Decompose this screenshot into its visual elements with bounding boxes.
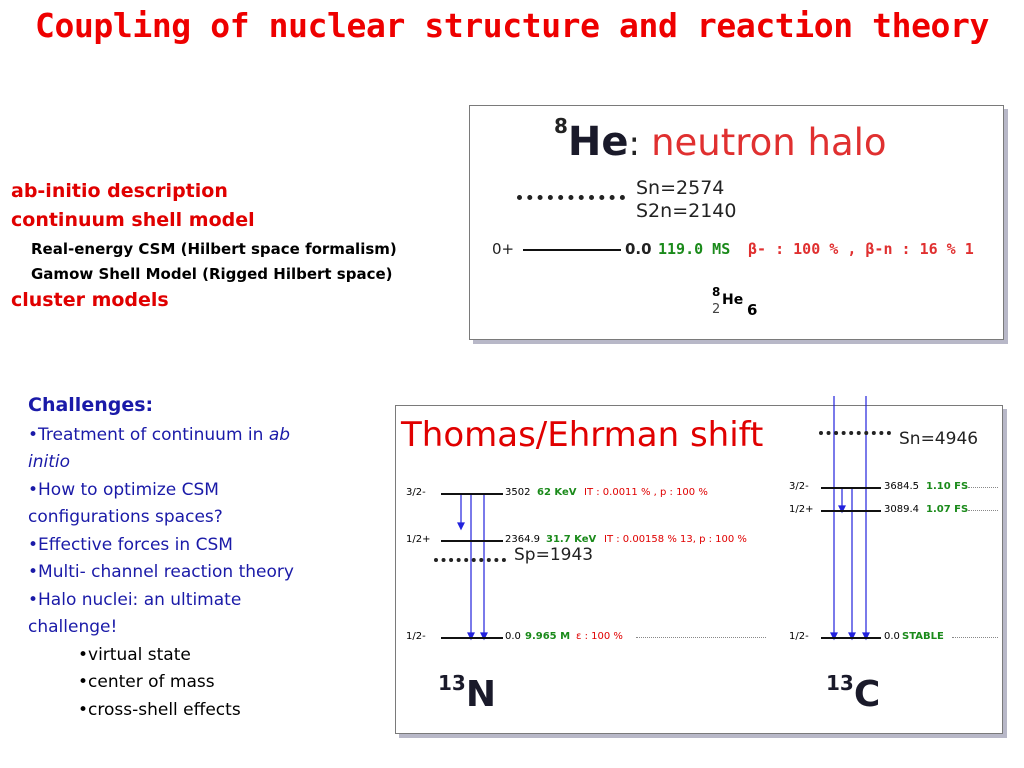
- c13-level-1-jp: 3/2-: [789, 481, 809, 492]
- n13-level-3-line: [441, 637, 503, 639]
- n13-level-1-energy: 3502: [505, 487, 531, 498]
- method-real-energy-csm: Real-energy CSM (Hilbert space formalism): [31, 240, 397, 258]
- c13-level-3-width: STABLE: [902, 631, 944, 642]
- n13-level-3-decay: ε : 100 %: [576, 631, 623, 642]
- thomas-ehrman-heading: Thomas/Ehrman shift: [401, 415, 764, 455]
- n13-level-3-width: 9.965 M: [525, 631, 571, 642]
- he8-heading: [554, 114, 887, 165]
- c13-level-2-jp: 1/2+: [789, 504, 814, 515]
- challenge-effective-forces: •Effective forces in CSM: [28, 535, 233, 555]
- c13-level-3-dots: [952, 637, 998, 638]
- he8-nuclide-n: 6: [747, 301, 758, 319]
- n13-level-3-dots: [636, 637, 766, 638]
- n13-level-3-jp: 1/2-: [406, 631, 426, 642]
- c13-level-2-dots: [968, 510, 998, 511]
- c13-level-3-jp: 1/2-: [789, 631, 809, 642]
- he8-level-jp: 0+: [492, 240, 515, 258]
- he8-caption: neutron halo: [651, 121, 887, 164]
- n13-level-2-decay: IT : 0.00158 % 13, p : 100 %: [604, 534, 747, 545]
- he8-colon: :: [628, 124, 640, 164]
- c13-level-3-line: [821, 637, 881, 639]
- mirror-nuclei-panel: [395, 405, 1003, 734]
- n13-level-1-decay: IT : 0.0011 % , p : 100 %: [584, 487, 708, 498]
- he8-halflife: 119.0 MS: [658, 240, 731, 258]
- n13-level-2-width: 31.7 KeV: [546, 534, 597, 545]
- he8-nuclide-z: 2: [712, 302, 721, 317]
- c13-mass: 13: [826, 671, 854, 695]
- n13-level-1-line: [441, 493, 503, 495]
- he8-threshold-line: [517, 195, 625, 200]
- c13-symbol: C: [853, 674, 881, 715]
- he8-level-energy: 0.0: [625, 240, 652, 258]
- he8-mass-number: 8: [554, 114, 568, 138]
- he8-symbol: He: [567, 119, 629, 165]
- c13-level-2-line: [821, 510, 881, 512]
- he8-ground-level-line: [523, 249, 621, 251]
- n13-level-3-energy: 0.0: [505, 631, 521, 642]
- challenge-csm-optimize: •How to optimize CSM: [28, 480, 219, 500]
- n13-sp-threshold: [434, 558, 506, 562]
- c13-level-2-energy: 3089.4: [884, 504, 919, 515]
- c13-sn-threshold: [819, 431, 891, 435]
- n13-level-1-width: 62 KeV: [537, 487, 577, 498]
- n13-arrowhead-1: [458, 523, 464, 529]
- he8-decay: β- : 100 % , β-n : 16 % 1: [748, 240, 974, 258]
- challenge-csm-optimize-cont: configurations spaces?: [28, 507, 223, 527]
- he8-s2n-label: S2n=2140: [636, 200, 737, 222]
- he8-nuclide-symbol: He: [722, 292, 744, 308]
- c13-level-1-dots: [968, 487, 998, 488]
- c13-sn-label: Sn=4946: [899, 429, 979, 449]
- slide-title: Coupling of nuclear structure and reaction theory: [35, 6, 989, 45]
- challenge-halo: •Halo nuclei: an ultimate: [28, 590, 242, 610]
- n13-level-2-energy: 2364.9: [505, 534, 540, 545]
- n13-symbol: N: [465, 674, 496, 715]
- n13-level-1-jp: 3/2-: [406, 487, 426, 498]
- c13-level-2-width: 1.07 FS: [926, 504, 969, 515]
- challenge-cross-shell: •cross-shell effects: [78, 700, 241, 720]
- method-ab-initio: ab-initio description: [11, 180, 228, 202]
- c13-level-1-line: [821, 487, 881, 489]
- he8-nuclide-notation: [712, 285, 762, 321]
- he8-level-panel: [469, 105, 1004, 340]
- challenge-continuum-italic: ab: [268, 425, 291, 445]
- n13-mass: 13: [438, 671, 466, 695]
- c13-level-3-energy: 0.0: [884, 631, 900, 642]
- challenges-heading: Challenges:: [28, 394, 154, 416]
- challenge-continuum-text: •Treatment of continuum in: [28, 425, 269, 445]
- challenge-continuum: [28, 425, 290, 445]
- method-gamow-shell-model: Gamow Shell Model (Rigged Hilbert space): [31, 265, 393, 283]
- challenge-center-of-mass: •center of mass: [78, 672, 215, 692]
- n13-label: [438, 671, 496, 715]
- challenge-continuum-cont: initio: [28, 452, 71, 472]
- challenge-multichannel: •Multi- channel reaction theory: [28, 562, 294, 582]
- n13-level-2-line: [441, 540, 503, 542]
- n13-sp-label: Sp=1943: [514, 545, 594, 565]
- method-cluster-models: cluster models: [11, 289, 169, 311]
- n13-level-2-jp: 1/2+: [406, 534, 431, 545]
- c13-label: [826, 671, 880, 715]
- c13-level-1-energy: 3684.5: [884, 481, 919, 492]
- method-continuum-shell-model: continuum shell model: [11, 209, 255, 231]
- c13-level-1-width: 1.10 FS: [926, 481, 969, 492]
- challenge-virtual-state: •virtual state: [78, 645, 191, 665]
- he8-sn-label: Sn=2574: [636, 177, 725, 199]
- he8-nuclide-a: 8: [712, 285, 721, 299]
- challenge-halo-cont: challenge!: [28, 617, 118, 637]
